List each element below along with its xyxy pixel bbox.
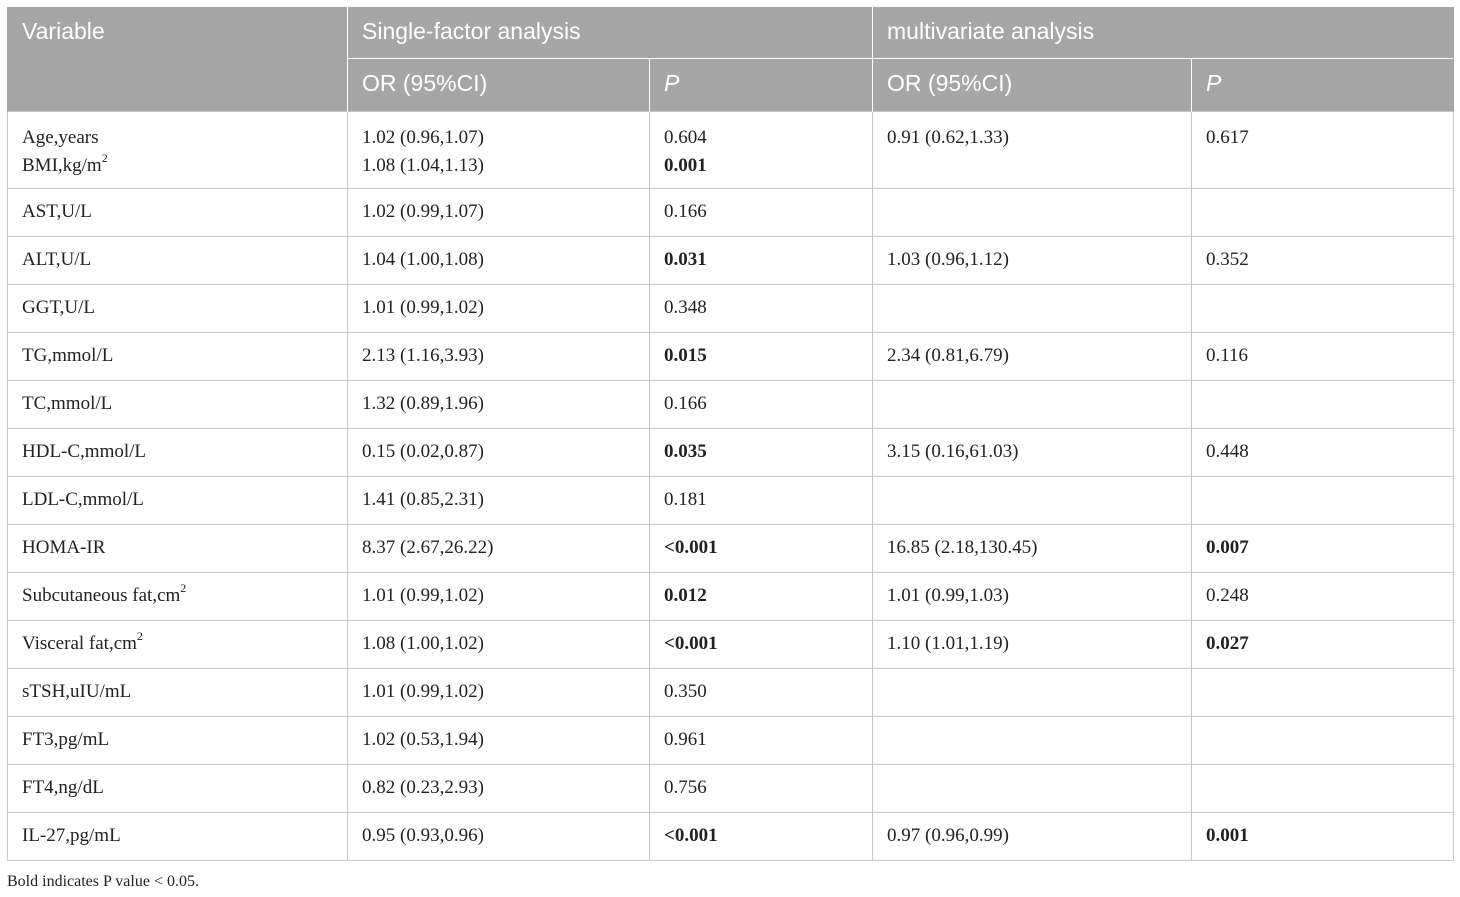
header-mv-p: P [1192,58,1454,111]
cell-sf-or: 0.82 (0.23,2.93) [348,764,650,812]
cell-sf-or: 1.02 (0.53,1.94) [348,716,650,764]
variable-bmi: $BMI,kg/m^2$ [22,151,108,176]
cell-sf-or: 1.02 (0.96,1.07) 1.08 (1.04,1.13) [348,111,650,188]
table-row [8,380,1454,428]
cell-variable: LDL-C,mmol/L [8,476,348,524]
cell-mv-p [1192,188,1454,236]
cell-sf-or: 1.01 (0.99,1.02) [348,668,650,716]
results-table [7,7,1454,861]
cell-sf-or: 1.01 (0.99,1.02) [348,572,650,620]
table-row [8,332,1454,380]
table-row [8,236,1454,284]
cell-sf-p: 0.756 [650,764,873,812]
cell-variable [8,111,348,188]
cell-variable: AST,U/L [8,188,348,236]
cell-mv-or [873,716,1192,764]
cell-sf-or: 1.08 (1.00,1.02) [348,620,650,668]
header-sf-p: P [650,58,873,111]
cell-variable: Subcutaneous $fat,cm^2$ [8,572,348,620]
table-row [8,524,1454,572]
cell-variable: IL-27,pg/mL [8,812,348,860]
cell-sf-p: 0.348 [650,284,873,332]
cell-mv-or: 1.03 (0.96,1.12) [873,236,1192,284]
cell-sf-or: 1.32 (0.89,1.96) [348,380,650,428]
cell-sf-p: 0.012 [650,572,873,620]
table-header [8,7,1454,111]
cell-sf-p: <0.001 [650,620,873,668]
cell-mv-p [1192,284,1454,332]
header-mv-or: OR (95%CI) [873,58,1192,111]
table-row [8,620,1454,668]
table-row [8,764,1454,812]
cell-mv-or [873,668,1192,716]
table-footnote: Bold indicates P value < 0.05. [7,873,199,890]
cell-mv-or [873,380,1192,428]
cell-sf-or: 1.01 (0.99,1.02) [348,284,650,332]
cell-sf-p: 0.181 [650,476,873,524]
header-variable: Variable [8,7,348,111]
table-row [8,668,1454,716]
cell-mv-p [1192,764,1454,812]
cell-sf-or: 2.13 (1.16,3.93) [348,332,650,380]
cell-mv-or: 1.10 (1.01,1.19) [873,620,1192,668]
cell-sf-p: 0.961 [650,716,873,764]
cell-sf-p: 0.166 [650,188,873,236]
cell-sf-p: <0.001 [650,812,873,860]
cell-mv-p: 0.617 [1192,111,1454,188]
table-row-age-bmi [8,111,1454,188]
cell-mv-or [873,764,1192,812]
table-row [8,812,1454,860]
table-row [8,572,1454,620]
cell-mv-or: 16.85 (2.18,130.45) [873,524,1192,572]
cell-sf-p: 0.035 [650,428,873,476]
cell-mv-p: 0.027 [1192,620,1454,668]
table-row [8,716,1454,764]
cell-mv-p: 0.352 [1192,236,1454,284]
cell-variable: ALT,U/L [8,236,348,284]
cell-mv-p: 0.007 [1192,524,1454,572]
cell-sf-or: 1.04 (1.00,1.08) [348,236,650,284]
cell-mv-or [873,476,1192,524]
cell-variable: Visceral $fat,cm^2$ [8,620,348,668]
cell-variable: FT4,ng/dL [8,764,348,812]
table-body [8,111,1454,860]
cell-sf-or: 0.15 (0.02,0.87) [348,428,650,476]
table-row [8,188,1454,236]
cell-sf-p: 0.350 [650,668,873,716]
header-sf-or: OR (95%CI) [348,58,650,111]
cell-mv-p: 0.248 [1192,572,1454,620]
cell-sf-or: 8.37 (2.67,26.22) [348,524,650,572]
cell-variable: HOMA-IR [8,524,348,572]
cell-variable: GGT,U/L [8,284,348,332]
variable-age: Age,years [22,126,99,148]
cell-sf-p: 0.604 0.001 [650,111,873,188]
cell-sf-or: 1.41 (0.85,2.31) [348,476,650,524]
cell-sf-p: <0.001 [650,524,873,572]
cell-mv-p [1192,476,1454,524]
cell-mv-or: 0.91 (0.62,1.33) [873,111,1192,188]
cell-mv-or [873,284,1192,332]
cell-mv-p: 0.448 [1192,428,1454,476]
table-row [8,476,1454,524]
cell-variable: FT3,pg/mL [8,716,348,764]
cell-mv-p [1192,668,1454,716]
cell-sf-or: 1.02 (0.99,1.07) [348,188,650,236]
cell-variable: TC,mmol/L [8,380,348,428]
cell-sf-p: 0.166 [650,380,873,428]
cell-mv-p [1192,716,1454,764]
cell-sf-p: 0.031 [650,236,873,284]
cell-variable: HDL-C,mmol/L [8,428,348,476]
cell-mv-or [873,188,1192,236]
cell-mv-or: 1.01 (0.99,1.03) [873,572,1192,620]
cell-sf-or: 0.95 (0.93,0.96) [348,812,650,860]
header-multivariate: multivariate analysis [873,7,1454,58]
cell-sf-p: 0.015 [650,332,873,380]
cell-mv-p: 0.001 [1192,812,1454,860]
header-row-groups [8,7,1454,58]
cell-mv-or: 0.97 (0.96,0.99) [873,812,1192,860]
cell-variable: TG,mmol/L [8,332,348,380]
cell-mv-p: 0.116 [1192,332,1454,380]
header-single-factor: Single-factor analysis [348,7,873,58]
table-row [8,284,1454,332]
cell-mv-or: 3.15 (0.16,61.03) [873,428,1192,476]
cell-mv-p [1192,380,1454,428]
cell-variable: sTSH,uIU/mL [8,668,348,716]
cell-mv-or: 2.34 (0.81,6.79) [873,332,1192,380]
table-row [8,428,1454,476]
